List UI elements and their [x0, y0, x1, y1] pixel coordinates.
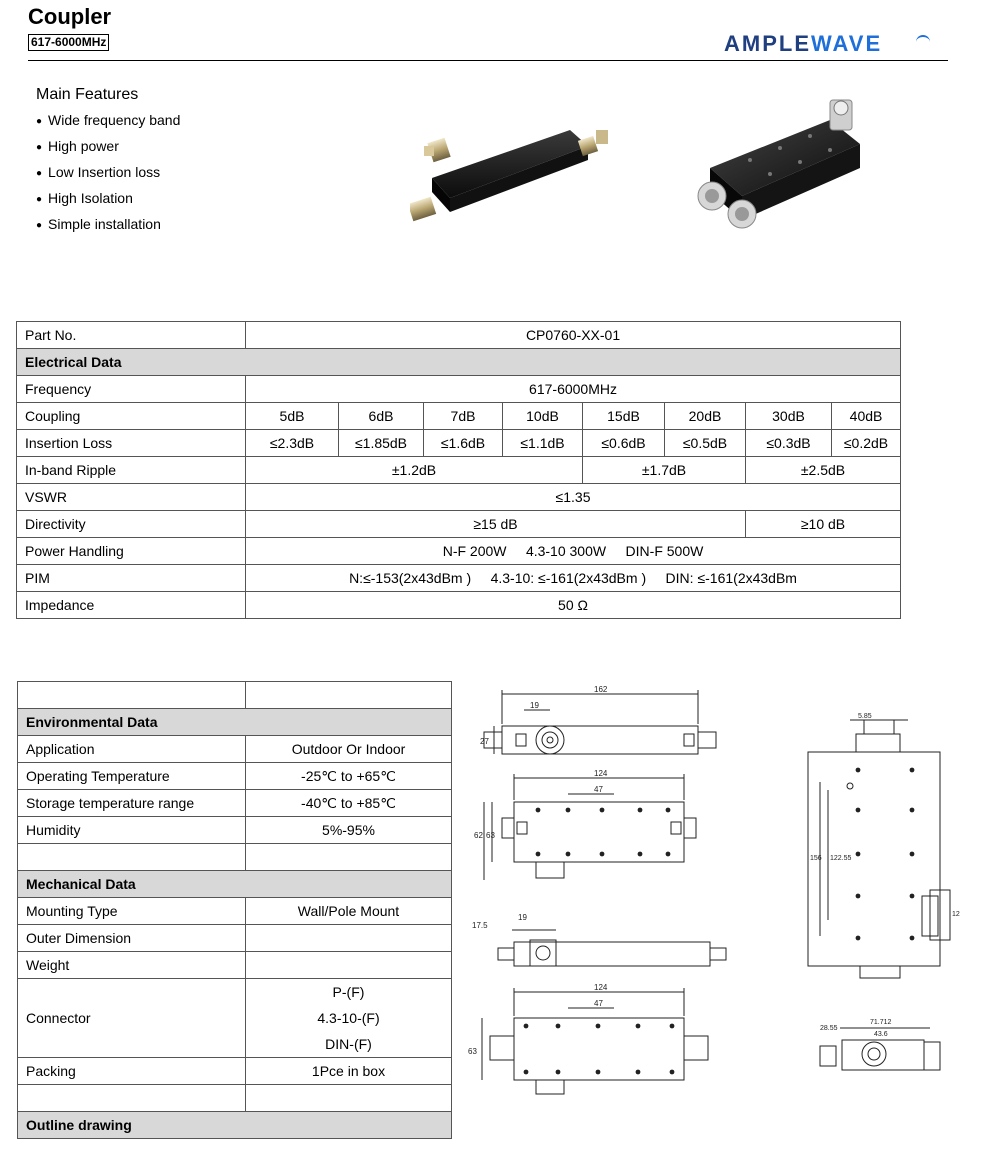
table-row	[18, 1058, 452, 1085]
brand-logo	[724, 31, 882, 57]
logo-swoosh-icon	[916, 35, 930, 43]
empty-cell	[246, 682, 452, 709]
coupler-photo-end	[690, 92, 880, 242]
row-label: Impedance	[17, 592, 246, 619]
table-row	[18, 952, 452, 979]
row-label: Part No.	[17, 322, 246, 349]
ripple-cell: ±2.5dB	[746, 457, 901, 484]
table-row	[17, 565, 901, 592]
row-label: Storage temperature range	[18, 790, 246, 817]
feature-item: ● Simple installation	[36, 214, 180, 240]
coupling-cell: 40dB	[832, 403, 901, 430]
table-row	[18, 817, 452, 844]
dim-label: 124	[594, 983, 608, 992]
row-label: In-band Ripple	[17, 457, 246, 484]
section-header-row	[17, 349, 901, 376]
row-label: Coupling	[17, 403, 246, 430]
insertion-loss-cell: ≤1.6dB	[424, 430, 503, 457]
dim-label: 71.712	[870, 1019, 892, 1026]
page-title: Coupler	[28, 4, 112, 29]
row-label: Power Handling	[17, 538, 246, 565]
insertion-loss-cell: ≤1.85dB	[339, 430, 424, 457]
coupling-cell: 30dB	[746, 403, 832, 430]
row-label: Insertion Loss	[17, 430, 246, 457]
connector-values	[246, 979, 452, 1058]
row-label: Mounting Type	[18, 898, 246, 925]
empty-cell	[18, 844, 246, 871]
row-label: Humidity	[18, 817, 246, 844]
insertion-loss-cell: ≤0.2dB	[832, 430, 901, 457]
dim-label: 156	[810, 855, 822, 862]
env-mech-table	[17, 681, 452, 1139]
dim-label: 63	[486, 831, 495, 840]
frequency-value: 617-6000MHz	[246, 376, 901, 403]
coupling-cell: 15dB	[583, 403, 665, 430]
row-label: Weight	[18, 952, 246, 979]
impedance-value: 50 Ω	[246, 592, 901, 619]
directivity-cell: ≥10 dB	[746, 511, 901, 538]
table-row	[17, 538, 901, 565]
table-row	[18, 1085, 452, 1112]
op-temp-value: -25℃ to +65℃	[246, 763, 452, 790]
insertion-loss-cell: ≤1.1dB	[503, 430, 583, 457]
coupling-cell: 20dB	[665, 403, 746, 430]
power-value: N-F 200W 4.3-10 300W DIN-F 500W	[246, 538, 901, 565]
dim-label: 122.55	[830, 855, 852, 862]
ripple-cell: ±1.7dB	[583, 457, 746, 484]
ripple-cell: ±1.2dB	[246, 457, 583, 484]
table-row	[18, 925, 452, 952]
row-label: Frequency	[17, 376, 246, 403]
row-label: Outer Dimension	[18, 925, 246, 952]
section-header-row	[18, 1112, 452, 1139]
frequency-subtitle: 617-6000MHz	[28, 34, 109, 51]
feature-item: ● High power	[36, 136, 180, 162]
empty-cell	[18, 1085, 246, 1112]
connector-item: 4.3-10-(F)	[317, 1010, 380, 1026]
empty-cell	[246, 952, 452, 979]
table-row	[17, 592, 901, 619]
row-label: PIM	[17, 565, 246, 592]
table-row	[18, 736, 452, 763]
table-row	[18, 682, 452, 709]
feature-item: ● Wide frequency band	[36, 110, 180, 136]
directivity-cell: ≥15 dB	[246, 511, 746, 538]
row-label: VSWR	[17, 484, 246, 511]
section-header-row	[18, 709, 452, 736]
application-value: Outdoor Or Indoor	[246, 736, 452, 763]
table-row	[17, 376, 901, 403]
connector-item: DIN-(F)	[325, 1036, 372, 1052]
outline-drawing-front	[462, 680, 732, 1100]
section-header-row	[18, 871, 452, 898]
dim-label: 124	[594, 769, 608, 778]
coupler-photo-side	[410, 100, 610, 230]
electrical-spec-table	[16, 321, 901, 619]
insertion-loss-cell: ≤2.3dB	[246, 430, 339, 457]
dim-label: 162	[594, 685, 608, 694]
vswr-value: ≤1.35	[246, 484, 901, 511]
empty-cell	[246, 1085, 452, 1112]
section-header: Environmental Data	[18, 709, 452, 736]
dim-label: 19	[530, 701, 539, 710]
empty-cell	[18, 682, 246, 709]
empty-cell	[246, 844, 452, 871]
outline-drawing-side	[780, 690, 970, 1100]
table-row	[18, 790, 452, 817]
table-row	[17, 511, 901, 538]
part-number-value: CP0760-XX-01	[246, 322, 901, 349]
dim-label: 28.55	[820, 1025, 838, 1032]
dim-label: 47	[594, 999, 603, 1008]
dim-label: 47	[594, 785, 603, 794]
table-row	[18, 763, 452, 790]
coupling-cell: 6dB	[339, 403, 424, 430]
connector-item: P-(F)	[332, 984, 365, 1000]
section-header: Outline drawing	[18, 1112, 452, 1139]
dim-label: 5.85	[858, 713, 872, 720]
coupling-cell: 10dB	[503, 403, 583, 430]
insertion-loss-cell: ≤0.5dB	[665, 430, 746, 457]
dim-label: 62	[474, 831, 483, 840]
dim-label: 12	[952, 911, 960, 918]
table-row	[17, 403, 901, 430]
dim-label: 63	[468, 1047, 477, 1056]
coupling-cell: 7dB	[424, 403, 503, 430]
table-row	[18, 979, 452, 1058]
dim-label: 27	[480, 737, 489, 746]
packing-value: 1Pce in box	[246, 1058, 452, 1085]
insertion-loss-cell: ≤0.3dB	[746, 430, 832, 457]
table-row	[18, 844, 452, 871]
table-row	[18, 898, 452, 925]
mounting-value: Wall/Pole Mount	[246, 898, 452, 925]
features-heading: Main Features	[36, 86, 139, 103]
coupling-cell: 5dB	[246, 403, 339, 430]
row-label: Directivity	[17, 511, 246, 538]
row-label: Application	[18, 736, 246, 763]
dim-label: 17.5	[472, 921, 488, 930]
storage-temp-value: -40℃ to +85℃	[246, 790, 452, 817]
feature-item: ● Low Insertion loss	[36, 162, 180, 188]
pim-value: N:≤-153(2x43dBm ) 4.3-10: ≤-161(2x43dBm ) DIN: ≤-161(2x43dBm	[246, 565, 901, 592]
section-header: Mechanical Data	[18, 871, 452, 898]
row-label: Packing	[18, 1058, 246, 1085]
table-row	[17, 484, 901, 511]
dim-label: 43.6	[874, 1031, 888, 1038]
logo-accent-text: WAVE	[811, 31, 883, 56]
table-row	[17, 457, 901, 484]
header-divider	[28, 60, 948, 61]
insertion-loss-cell: ≤0.6dB	[583, 430, 665, 457]
empty-cell	[246, 925, 452, 952]
dim-label: 19	[518, 913, 527, 922]
row-label: Operating Temperature	[18, 763, 246, 790]
table-row	[17, 430, 901, 457]
feature-item: ● High Isolation	[36, 188, 180, 214]
features-list	[36, 110, 180, 240]
table-row	[17, 322, 901, 349]
section-header: Electrical Data	[17, 349, 901, 376]
row-label: Connector	[18, 979, 246, 1058]
logo-main-text: AMPLE	[724, 31, 811, 56]
humidity-value: 5%-95%	[246, 817, 452, 844]
